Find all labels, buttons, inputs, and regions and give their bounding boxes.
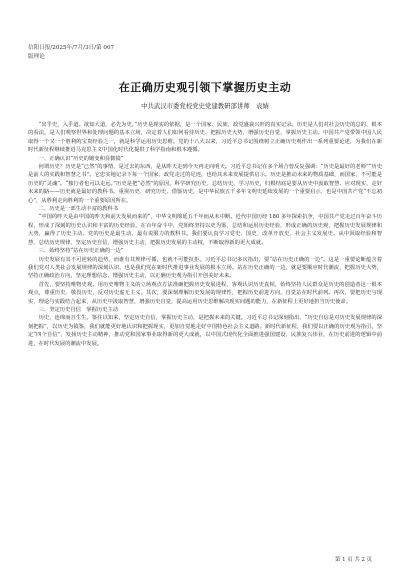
source-line-continued: 版理论 [28,54,45,60]
section-heading: 二、历史是一部生动丰富的教科书 [38,206,119,213]
body-paragraph: 何谓历史？历史是“已然”的事情，是过去的东西，是从昨天走到今天再走向明天。习近平总书记在多个场合曾反复强调：“历史是最好的老师”“历史是前人的实践和智慧之书”。它忠实地记录下每一个国家、政党走过的足迹，也给其未来发展提供启示。历史是推动未来的物质基础，而国家、不可能是历史的“灵魂”。“独行者也可以走远。”历史是把“必然”的原因、科学研究历史、总结历史、学习历史，归根结底是要从历史中汲取智慧、应对现实、走好未来的路——历史就是最好的教科书。重视历史、研究历史、借鉴历史，是中华民族五千多年文明史延续发展的一个重要启示，也是中国共产党“不忘初心”，从胜利走向胜利的一个重要原因所在。 [28,164,382,204]
page-footer: 第 1 页 共 2 页 [335,557,372,563]
body-paragraph: 历史，连绵而且生生。鉴往以知来，坚定历史自信，掌握历史主动，是把握未来的关键。习近平总书记深刻指出，“历史自信是对历史发展规律的深刻把握”，以历史为镜鉴，我们就能更好地认识和把握现实，更加自觉地走好中国特色社会主义道路。新时代新征程，我们要以正确的历史观为指引，坚定“四个自信”，发扬历史主动精神，推动党和国家事业取得新的更大成就，以中国式现代化全面推进强国建设、民族复兴伟业，在历史前进的逻辑中前进，在时代发展的潮流中发展。 [28,315,382,347]
section-heading: 三、坚定历史自信 掌握历史主动 [38,306,119,313]
article-body [28,121,382,348]
article-title: 在正确历史观引领下掌握历史主动 [118,81,292,94]
source-line: 信阳日报/2025年/7月/3日/第 007 [28,45,115,51]
body-paragraph: 历史发展有其不可逆转的趋势，而谁有其规律可循，也就不可能抗拒。习近平总书记多次指出，要“站在历史正确的一边”。这是一重要论断蕴含着我们党对人类社会发展规律的深刻认识，也是我们党在新时代推进事业发展的根本立场。站在历史正确的一边，就是要顺应时代潮流、把握历史大势，坚持正确政治方向，坚定理想信念，增强历史主动，以正确历史观为指引开创美好未来。 [28,256,382,280]
section-heading: 三、始终坚持“站在历史正确的一边” [38,248,124,255]
article-author: 中共武汉市委党校党史党建教研部讲师 袁婧 [141,102,269,110]
section-heading: 一、正确认识“历史的嬗变和显微镜” [38,155,124,162]
body-paragraph: 首先，要坚持唯物史观。用历史唯物主义的立场观点方法准确把握历史发展进程，客观认识历史真相，始终坚持人民群众是历史的创造者这一根本观点，尊重历史、敬畏历史，反对历史虚无主义。其次，要深刻理解历史发展的规律性，把握历史前进方向，自觉站在时代前列。再次，要把历史与现实、理论与实践结合起来，从历史中汲取智慧，增强历史自觉，提高运用历史思维解决现实问题的能力，在新征程上更好地担当历史使命。 [28,281,382,305]
body-paragraph: “中国的昨天是由中国的昨天和前天发展而来的”，中华文明绵延五千年而从未中断。近代中国历经 180 多年探索抗争，中国共产党走过百年奋斗历程，形成了深刻的历史认识和丰富的历史经验。在百年奋斗中，党始终坚持以史为鉴，总结和运用历史经验，形成正确的历史观，把握历史发展规律和大势，赢得了历史主动。党的历史是最生动、最有说服力的教科书。我们要认真学习党史、国史、改革开放史、社会主义发展史，从中汲取经验和智慧，总结历史规律，坚定历史自信，增强历史主动，把握历史发展的主动权，不断取得新的更大成就。 [28,214,382,246]
body-paragraph: “出乎史，入乎道。欲知大道，必先为史。”历史是现实的依据，是一个国家、民族、政党盛衰兴旺的真实记录。历史是人们对社会历史的总的、根本的看法，是人们观察世界和处理问题的基本立场，决定着人们如何看待历史、把握历史大势，增强历史自觉、掌握历史主动。中国共产党带领中国人民取得一个又一个胜利的宝贵经验之一，就是科学运用历史思维。党的十八大以来，习近平总书记围绕树立正确历史观作出一系列重要论述，为我们在新时代新征程继续推进马克思主义中国化时代化提供了科学指南和根本遵循。 [28,122,382,154]
